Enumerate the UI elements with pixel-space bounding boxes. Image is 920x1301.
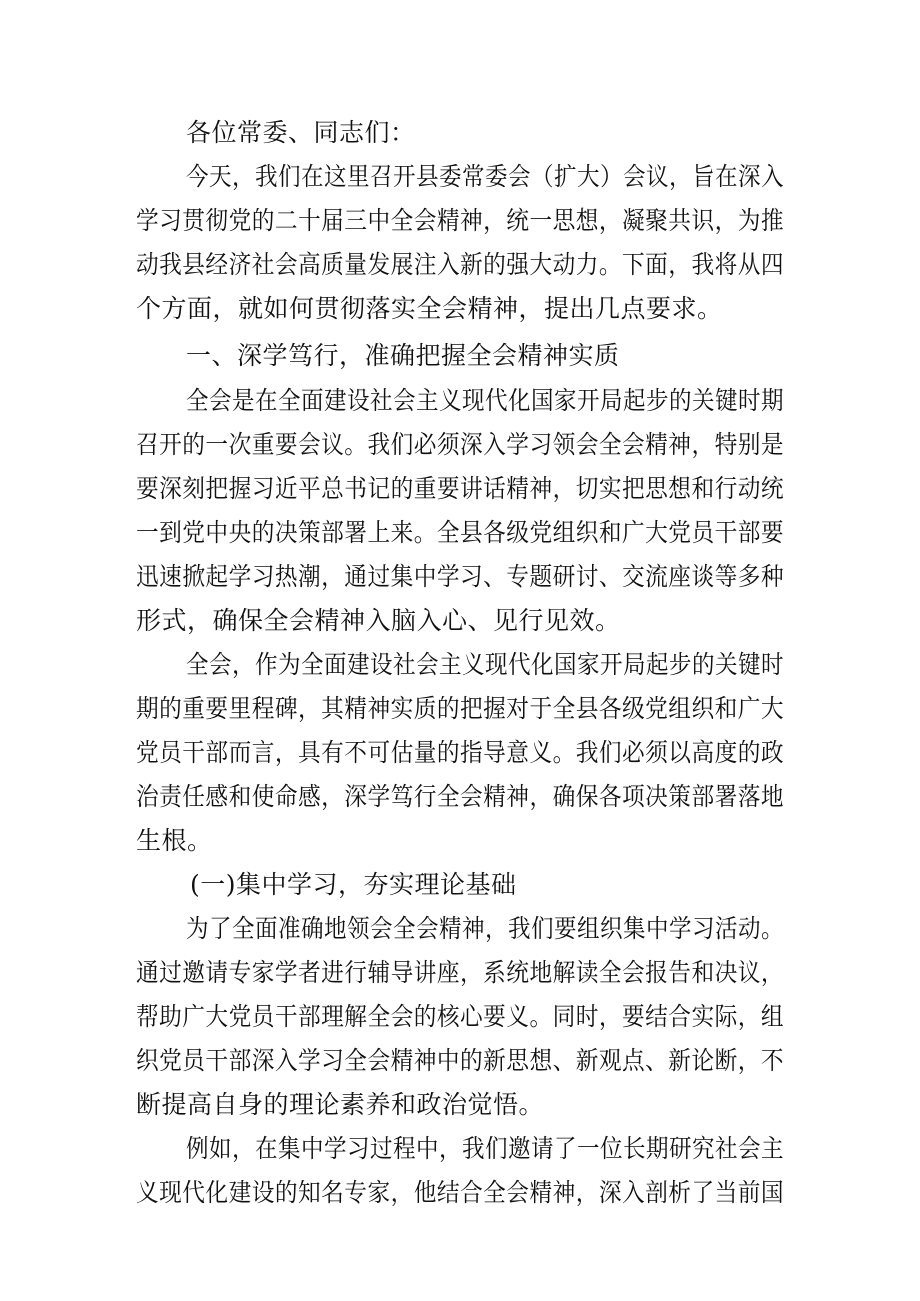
paragraph-line: 全会，作为全面建设社会主义现代化国家开局起步的关键时: [186, 650, 785, 679]
paragraph-line: 治责任感和使命感，深学笃行全会精神，确保各项决策部署落地: [136, 782, 785, 811]
paragraph-line: 迅速掀起学习热潮，通过集中学习、专题研讨、交流座谈等多种: [136, 562, 785, 591]
paragraph-line: 为了全面准确地领会全会精神，我们要组织集中学习活动。: [186, 914, 785, 943]
paragraph-line: 期的重要里程碑，其精神实质的把握对于全县各级党组织和广大: [136, 694, 785, 723]
paragraph-line: 党员干部而言，具有不可估量的指导意义。我们必须以高度的政: [136, 738, 785, 767]
paragraph-line: 全会是在全面建设社会主义现代化国家开局起步的关键时期: [186, 386, 785, 415]
section-heading: 一、深学笃行，准确把握全会精神实质: [186, 341, 620, 370]
intro-line: 学习贯彻党的二十届三中全会精神，统一思想，凝聚共识，为推: [136, 206, 785, 235]
paragraph-line: 帮助广大党员干部理解全会的核心要义。同时，要结合实际，组: [136, 1002, 785, 1031]
paragraph-line: 召开的一次重要会议。我们必须深入学习领会全会精神，特别是: [136, 430, 785, 459]
subsection-heading: (一)集中学习，夯实理论基础: [190, 870, 517, 899]
intro-line: 动我县经济社会高质量发展注入新的强大动力。下面，我将从四: [136, 250, 785, 279]
intro-line: 个方面，就如何贯彻落实全会精神，提出几点要求。: [136, 294, 723, 323]
paragraph-line: 义现代化建设的知名专家，他结合全会精神，深入剖析了当前国: [136, 1178, 785, 1207]
paragraph-line: 例如，在集中学习过程中，我们邀请了一位长期研究社会主: [186, 1134, 785, 1163]
paragraph-line: 织党员干部深入学习全会精神中的新思想、新观点、新论断，不: [136, 1046, 785, 1075]
paragraph-line: 通过邀请专家学者进行辅导讲座，系统地解读全会报告和决议，: [136, 958, 785, 987]
paragraph-line: 生根。: [136, 826, 213, 855]
salutation: 各位常委、同志们：: [186, 118, 416, 147]
paragraph-line: 一到党中央的决策部署上来。全县各级党组织和广大党员干部要: [136, 518, 785, 547]
paragraph-line: 要深刻把握习近平总书记的重要讲话精神，切实把思想和行动统: [136, 474, 785, 503]
paragraph-line: 形式，确保全会精神入脑入心、见行见效。: [136, 606, 621, 635]
intro-line: 今天，我们在这里召开县委常委会（扩大）会议，旨在深入: [186, 162, 785, 191]
paragraph-line: 断提高自身的理论素养和政治觉悟。: [136, 1090, 545, 1119]
